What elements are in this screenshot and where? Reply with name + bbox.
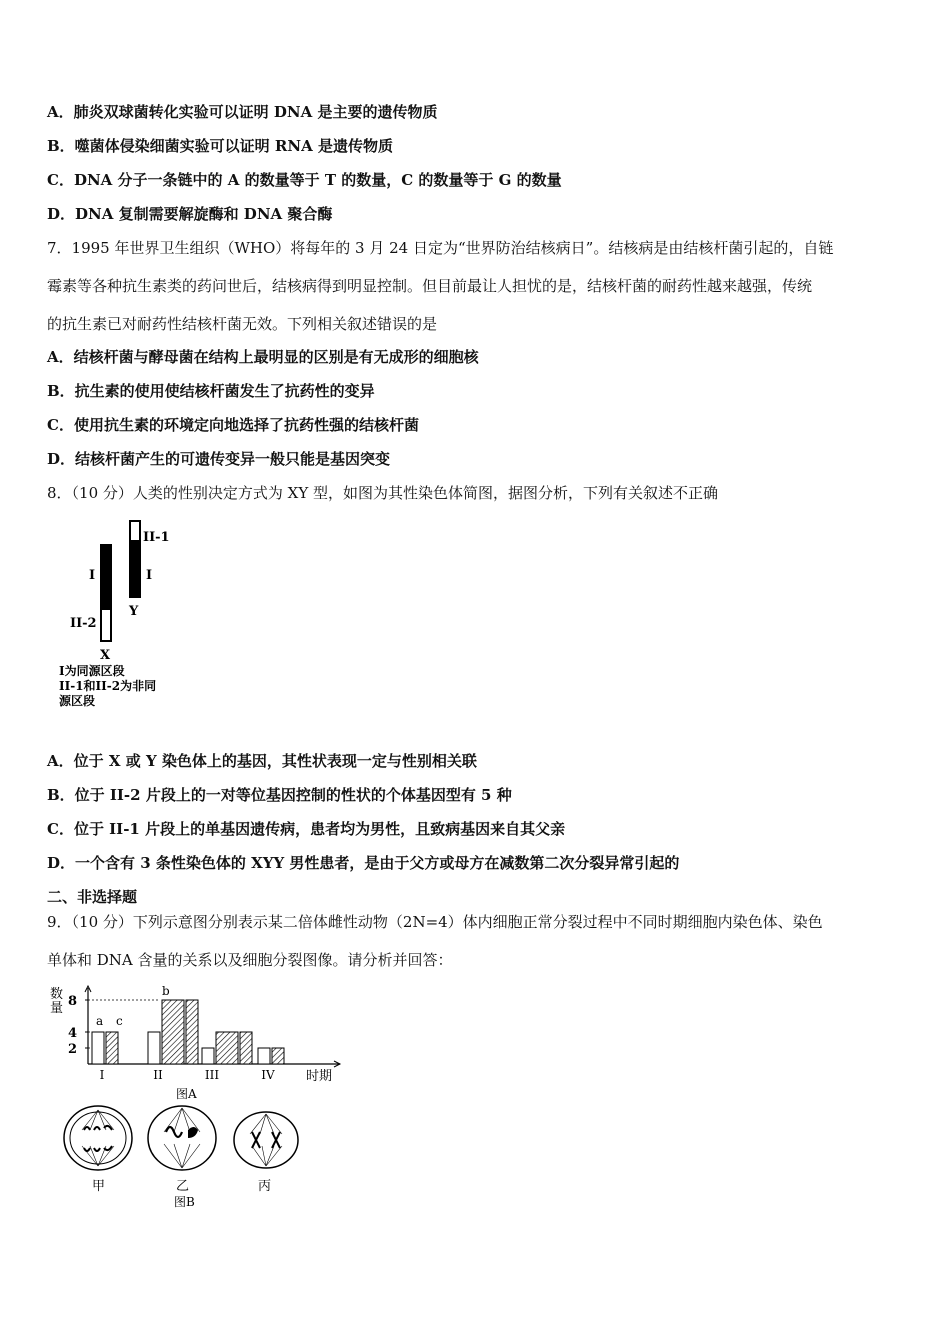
cell-yi <box>148 1106 216 1170</box>
figa-ylabel-bottom: 量 <box>50 1001 64 1016</box>
q7-option-c: C．使用抗生素的环境定向地选择了抗药性强的结核杆菌 <box>47 416 419 434</box>
sex-chromosome-figure <box>55 515 215 715</box>
x-chromosome-i <box>101 545 111 609</box>
figa-bar-c-III <box>240 1032 252 1064</box>
figa-bar-c-II <box>186 1000 198 1064</box>
cell-jia <box>64 1106 132 1170</box>
figa-xtick-label: III <box>204 1068 220 1082</box>
figa-ytick-label: 2 <box>68 1042 78 1057</box>
y-chromosome-ii1 <box>130 521 140 541</box>
figa-bar-b-II <box>162 1000 184 1064</box>
figa-xlabel: 时期 <box>306 1069 333 1084</box>
figa-ylabel-top: 数 <box>50 987 64 1002</box>
q7-option-a: A．结核杆菌与酵母菌在结构上最明显的区别是有无成形的细胞核 <box>47 348 479 366</box>
q8-option-d: D．一个含有 3 条性染色体的 XYY 男性患者，是由于父方或母方在减数第二次分裂异常引起的 <box>47 854 680 872</box>
cell-label-yi: 乙 <box>176 1179 190 1194</box>
figa-ytick-label: 4 <box>68 1026 78 1041</box>
figa-ytick-label: 8 <box>68 994 78 1009</box>
section-title: 二、非选择题 <box>47 888 138 906</box>
figa-label-a: a <box>96 1014 104 1028</box>
y-chromosome-i <box>130 541 140 597</box>
figb-caption: 图B <box>174 1195 195 1209</box>
x-chromosome-ii2 <box>101 609 111 641</box>
figa-bar-c-IV <box>272 1048 284 1064</box>
cell-bing <box>234 1112 298 1168</box>
figa-xtick-label: I <box>99 1068 105 1082</box>
cell-label-jia: 甲 <box>92 1179 106 1194</box>
figa-label-c: c <box>116 1014 123 1028</box>
q8-option-c: C．位于 II-1 片段上的单基因遗传病，患者均为男性，且致病基因来自其父亲 <box>47 820 566 838</box>
q8-stem: 8．（10 分）人类的性别决定方式为 XY 型，如图为其性染色体简图，据图分析，下列有关叙述不正确 <box>47 484 719 502</box>
figa-label-b: b <box>162 984 170 998</box>
q6-option-c: C．DNA 分子一条链中的 A 的数量等于 T 的数量，C 的数量等于 G 的数量 <box>47 171 562 189</box>
legend-line-3: 源区段 <box>59 694 96 708</box>
q7-option-d: D．结核杆菌产生的可遗传变异一般只能是基因突变 <box>47 450 391 468</box>
q7-stem-line-1: 7．1995 年世界卫生组织（WHO）将每年的 3 月 24 日定为“世界防治结核病日”。结核病是由结核杆菌引起的，自链 <box>47 239 834 257</box>
legend-line-2: II-1和II-2为非同 <box>59 679 157 693</box>
figure-b-cells <box>60 1100 310 1210</box>
figa-bar-c-I <box>106 1032 118 1064</box>
label-i-left: I <box>89 568 96 583</box>
figa-bar-a-I <box>92 1032 104 1064</box>
figa-xtick-label: IV <box>261 1068 275 1082</box>
figa-xtick-label: II <box>153 1068 163 1082</box>
q9-stem-line-1: 9．（10 分）下列示意图分别表示某二倍体雌性动物（2N=4）体内细胞正常分裂过程中不同时期细胞内染色体、染色 <box>47 913 823 931</box>
figa-bar-a-III <box>202 1048 214 1064</box>
q7-stem-line-2: 霉素等各种抗生素类的药问世后，结核病得到明显控制。但目前最让人担忧的是，结核杆菌的耐药性越来越强，传统 <box>47 277 813 295</box>
label-ii1: II-1 <box>143 530 170 545</box>
q6-option-a: A．肺炎双球菌转化实验可以证明 DNA 是主要的遗传物质 <box>47 103 438 121</box>
label-x: X <box>100 648 111 663</box>
q7-option-b: B．抗生素的使用使结核杆菌发生了抗药性的变异 <box>47 382 375 400</box>
label-ii2: II-2 <box>70 616 97 631</box>
cell-label-bing: 丙 <box>258 1179 272 1194</box>
q9-stem-line-2: 单体和 DNA 含量的关系以及细胞分裂图像。请分析并回答： <box>47 951 453 969</box>
figa-caption: 图A <box>176 1087 197 1101</box>
q8-option-a: A．位于 X 或 Y 染色体上的基因，其性状表现一定与性别相关联 <box>47 752 477 770</box>
figure-a-bar-chart <box>40 984 350 1102</box>
figa-bar-a-IV <box>258 1048 270 1064</box>
figa-bar-a-II <box>148 1032 160 1064</box>
q6-option-d: D．DNA 复制需要解旋酶和 DNA 聚合酶 <box>47 205 333 223</box>
q7-stem-line-3: 的抗生素已对耐药性结核杆菌无效。下列相关叙述错误的是 <box>47 315 438 333</box>
label-i-right: I <box>146 568 153 583</box>
label-y: Y <box>129 604 139 619</box>
q8-option-b: B．位于 II-2 片段上的一对等位基因控制的性状的个体基因型有 5 种 <box>47 786 512 804</box>
legend-line-1: I为同源区段 <box>59 664 125 678</box>
q6-option-b: B．噬菌体侵染细菌实验可以证明 RNA 是遗传物质 <box>47 137 393 155</box>
figa-bar-b-III <box>216 1032 238 1064</box>
